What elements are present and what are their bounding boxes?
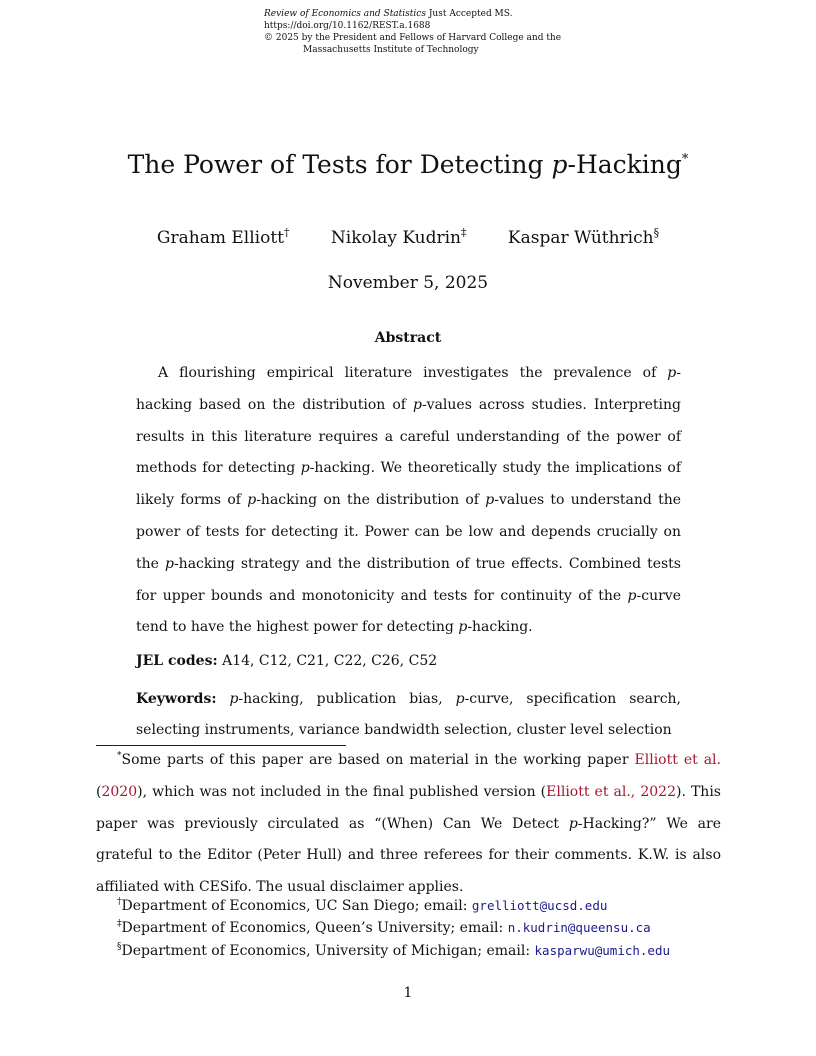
author-footnote-mark[interactable]: ‡ [461, 226, 467, 239]
citation-link[interactable]: Elliott et al., [546, 783, 636, 800]
page-number: 1 [403, 985, 413, 1001]
author-list [0, 226, 816, 248]
email-link[interactable]: kasparwu@umich.edu [534, 943, 670, 958]
journal-header [264, 8, 561, 56]
author: Nikolay Kudrin‡ [330, 226, 467, 248]
header-copyright-1: © 2025 by the President and Fellows of Harvard College and the [264, 33, 562, 43]
author-footnote-mark[interactable]: § [653, 226, 660, 239]
header-journal-line [264, 8, 561, 20]
header-copyright-2: Massachusetts Institute of Technology [303, 45, 479, 55]
affiliation-footnote: ‡Department of Economics, Queen’s University; email: n.kudrin@queensu.ca [117, 919, 651, 936]
title-footnote-mark[interactable]: * [681, 152, 689, 167]
affiliation-footnote: †Department of Economics, UC San Diego; email: grelliott@ucsd.edu [117, 897, 608, 914]
paper-date: November 5, 2025 [327, 273, 489, 293]
abstract-heading: Abstract [374, 330, 442, 346]
jel-values: A14, C12, C21, C22, C26, C52 [222, 653, 438, 669]
footnote-star: *Some parts of this paper are based on material in the working paper Elliott et al. (2020), which was not included in the final published version (Elliott et al., 2022). This paper was previously circulated as “(When) Can We Detect p-Hacking?” We are grateful to the Editor (Peter Hull) and three referees for their comments. K.W. is also affiliated with CESifo. The usual disclaimer applies. [96, 751, 721, 896]
paper-title: The Power of Tests for Detecting p-Hacking* [127, 150, 689, 179]
email-link[interactable]: n.kudrin@queensu.ca [507, 920, 651, 935]
manuscript-status: Just Accepted MS. [428, 9, 513, 19]
citation-year-link[interactable]: 2020 [101, 783, 138, 800]
author: Kaspar Wüthrich§ [507, 226, 660, 248]
journal-name: Review of Economics and Statistics [264, 9, 426, 19]
citation-year-link[interactable]: 2022 [640, 783, 676, 800]
abstract-body: A flourishing empirical literature investigates the prevalence of p-hacking based on the distribution of p-values across studies. Interpreting results in this literature requires a careful understanding of the power of methods for detecting p-hacking. We theoretically study the implications of likely forms of p-hacking on the distribution of p-values to understand the power of tests for detecting it. Power can be low and depends crucially on the p-hacking strategy and the distribution of true effects. Combined tests for upper bounds and monotonicity and tests for continuity of the p-curve tend to have the highest power for detecting p-hacking. [136, 365, 682, 636]
keywords: Keywords: p-hacking, publication bias, p-curve, specification search, selecting instruments, variance bandwidth selection, cluster level selection [136, 691, 682, 738]
email-link[interactable]: grelliott@ucsd.edu [471, 898, 608, 913]
keywords-label: Keywords: [136, 691, 217, 707]
citation-link[interactable]: Elliott et al. [634, 752, 721, 768]
affiliation-footnote: §Department of Economics, University of Michigan; email: kasparwu@umich.edu [117, 942, 670, 959]
author: Graham Elliott† [156, 226, 290, 248]
author-footnote-mark[interactable]: † [284, 226, 290, 239]
jel-codes [136, 653, 437, 669]
jel-label: JEL codes: [136, 653, 218, 669]
header-doi[interactable]: https://doi.org/10.1162/REST.a.1688 [264, 21, 431, 31]
